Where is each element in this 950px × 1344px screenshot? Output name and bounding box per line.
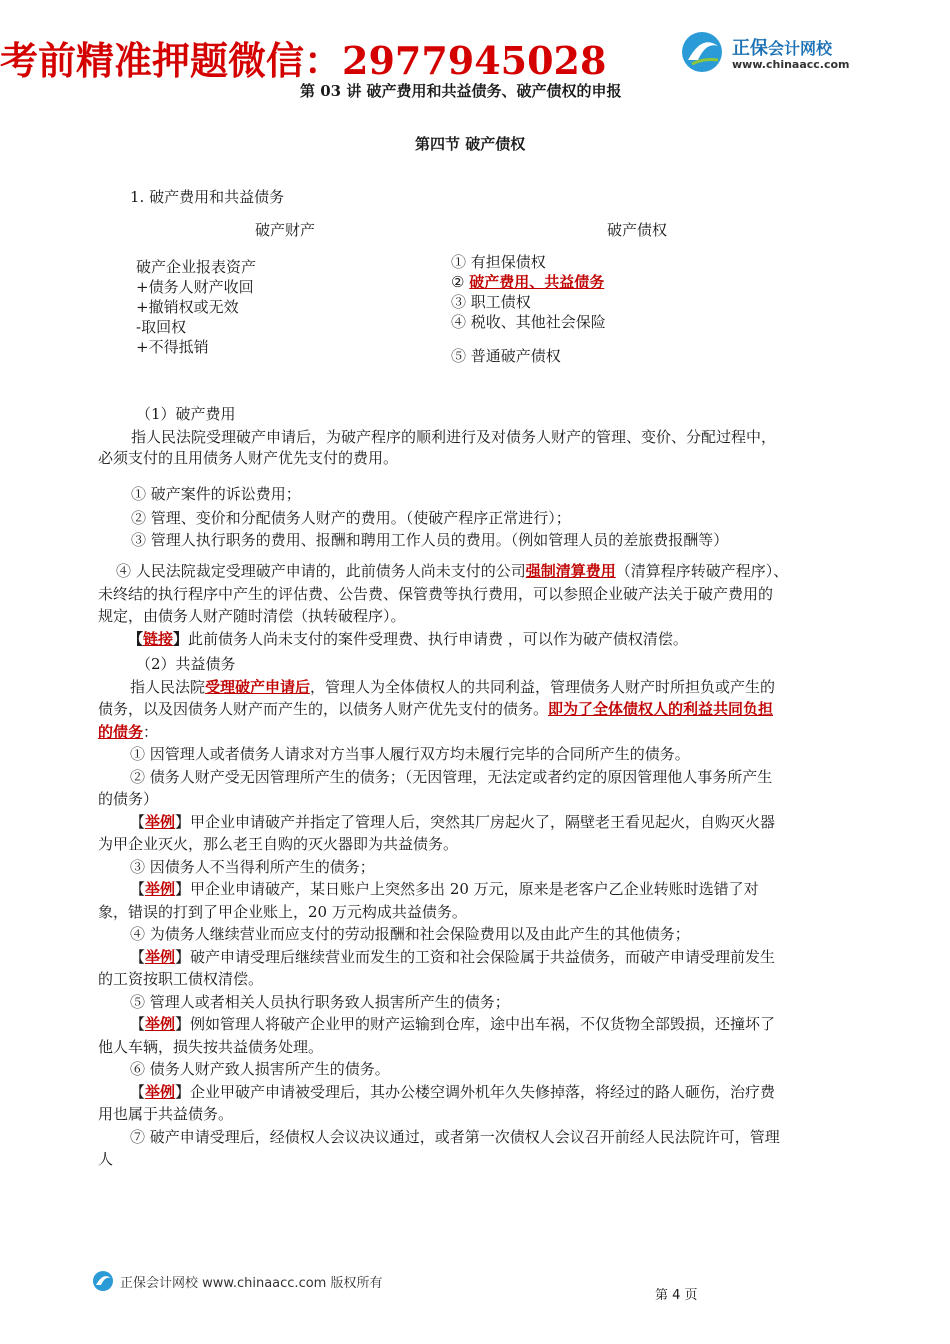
s1-item-4: ④ 人民法院裁定受理破产申请的，此前债务人尚未支付的公司强制清算费用（清算程序转破产程序）、 未终结的执行程序中产生的评估费、公告费、保管费等执行费用，可以参照企业破产法关于破产费用的 规定，由债务人财产随时清偿（执转破程序）。 【链接】此前债务人尚未支付的案件受理费、执行申请费 ，可以作为破产债权清偿。	[98, 560, 858, 650]
right-col-header: 破产债权	[607, 221, 668, 239]
s2-item-7: ⑦ 破产申请受理后，经债权人会议决议通过，或者第一次债权人会议召开前经人民法院许可，管理	[130, 1127, 780, 1146]
s2-item-1: ① 因管理人或者债务人请求对方当事人履行双方均未履行完毕的合同所产生的债务。	[130, 745, 690, 763]
footer-copyright: 正保会计网校 www.chinaacc.com 版权所有	[120, 1276, 383, 1291]
list-item: ④ 税收、其他社会保险	[451, 313, 606, 331]
example-3: 【举例】甲企业申请破产，某日账户上突然多出 20 万元，原来是老客户乙企业转账时选错了对	[130, 880, 759, 898]
s1-definition: 指人民法院受理破产申请后，为破产程序的顺利进行及对债务人财产的管理、变价、分配过程中，	[131, 428, 777, 446]
s1-item-2: ② 管理、变价和分配债务人财产的费用。（使破产程序正常进行）；	[131, 509, 571, 527]
logo-url: www.chinaacc.com	[732, 58, 850, 71]
left-col-header: 破产财产	[255, 221, 316, 239]
example-5: 【举例】例如管理人将破产企业甲的财产运输到仓库，途中出车祸，不仅货物全部毁损，还撞坏了	[130, 1015, 776, 1033]
s1-heading: （1）破产费用	[136, 405, 236, 423]
sub-heading: 1. 破产费用和共益债务	[130, 188, 285, 206]
lecture-title: 第 03 讲 破产费用和共益债务、破产债权的申报	[300, 82, 622, 100]
s1-item-1: ① 破产案件的诉讼费用；	[131, 485, 301, 503]
list-item: +不得抵销	[136, 338, 209, 356]
list-item: ⑤ 普通破产债权	[451, 347, 561, 365]
list-item: +撤销权或无效	[136, 298, 239, 316]
s2-item-3: ③ 因债务人不当得利所产生的债务；	[130, 857, 375, 876]
s2-item-2: ② 债务人财产受无因管理所产生的债务；（无因管理，无法定或者约定的原因管理他人事务所产生	[130, 767, 773, 786]
list-item: ③ 职工债权	[451, 293, 531, 311]
s2-section: （2）共益债务 指人民法院受理破产申请后，管理人为全体债权人的共同利益，管理债务人财产时所担负或产生的 债务，以及因债务人财产而产生的，以债务人财产优先支付的债务。即为了全体债权人的利益共同负担 的债务： ① 因管理人或者债务人请求对方当事人履行双方均未履行完毕的合同所产生的债务。 ② 债务人财产受无因管理所产生的债务；（无因管理，无法定或者约定的原因管理他人事务所产生 的债务） 【举例】甲企业申请破产并指定了管理人后，突然其厂房起火了，隔壁老王看见起火，自购灭火器 为甲企业灭火，那么老王自购的灭火器即为共益债务。 ③ 因债务人不当得利所产生的债务； 【举例】甲企业申请破产，某日账户上突然多出 20 万元，原来是老客户乙企业转账时选错了对 象，错误的打到了甲企业账上，20 万元构成共益债务。 ④ 为债务人继续营业而应支付的劳动报酬和社会保险费用以及由此产生的其他债务； 【举例】破产申请受理后继续营业而发生的工资和社会保险属于共益债务，而破产申请受理前发生 的工资按职工债权清偿。 ⑤ 管理人或者相关人员执行职务致人损害所产生的债务； 【举例】例如管理人将破产企业甲的财产运输到仓库，途中出车祸，不仅货物全部毁损，还撞坏了 他人车辆，损失按共益债务处理。 ⑥ 债务人财产致人损害所产生的债务。 【举例】企业甲破产申请被受理后，其办公楼空调外机年久失修掉落，将经过的路人砸伤，治疗费 用也属于共益债务。 ⑦ 破产申请受理后，经债权人会议决议通过，或者第一次债权人会议召开前经人民法院许可，管理 人	[98, 653, 858, 1171]
s2-item-6: ⑥ 债务人财产致人损害所产生的债务。	[130, 1060, 390, 1078]
example-6: 【举例】企业甲破产申请被受理后，其办公楼空调外机年久失修掉落，将经过的路人砸伤，治疗费	[130, 1082, 776, 1101]
link-note: 【链接】此前债务人尚未支付的案件受理费、执行申请费 ，可以作为破产债权清偿。	[128, 629, 688, 648]
s2-heading: （2）共益债务	[136, 655, 236, 673]
page-number: 第 4 页	[655, 1288, 698, 1303]
s1-definition-cont: 必须支付的且用债务人财产优先支付的费用。	[98, 449, 399, 467]
chinaacc-logo-icon	[678, 30, 728, 74]
watermark-banner: 考前精准押题微信：2977945028	[0, 38, 607, 83]
example-2: 【举例】甲企业申请破产并指定了管理人后，突然其厂房起火了，隔壁老王看见起火，自购灭火器	[130, 812, 776, 831]
logo-name: 正保会计网校	[732, 38, 833, 59]
left-col-list	[136, 257, 256, 357]
s1-item-3: ③ 管理人执行职务的费用、报酬和聘用工作人员的费用。（例如管理人员的差旅费报酬等）	[131, 531, 729, 549]
s2-item-5: ⑤ 管理人或者相关人员执行职务致人损害所产生的债务；	[130, 992, 510, 1011]
list-item: -取回权	[136, 318, 187, 336]
s2-item-4: ④ 为债务人继续营业而应支付的劳动报酬和社会保险费用以及由此产生的其他债务；	[130, 925, 690, 943]
list-item: 破产企业报表资产	[136, 258, 257, 276]
right-col-list	[451, 252, 606, 332]
section-title: 第四节 破产债权	[415, 135, 526, 153]
footer-logo-icon	[92, 1270, 116, 1292]
list-item: ② 破产费用、共益债务	[451, 273, 605, 291]
list-item: +债务人财产收回	[136, 278, 254, 296]
example-4: 【举例】破产申请受理后继续营业而发生的工资和社会保险属于共益债务，而破产申请受理前发生	[130, 947, 776, 966]
list-item: ① 有担保债权	[451, 253, 546, 271]
